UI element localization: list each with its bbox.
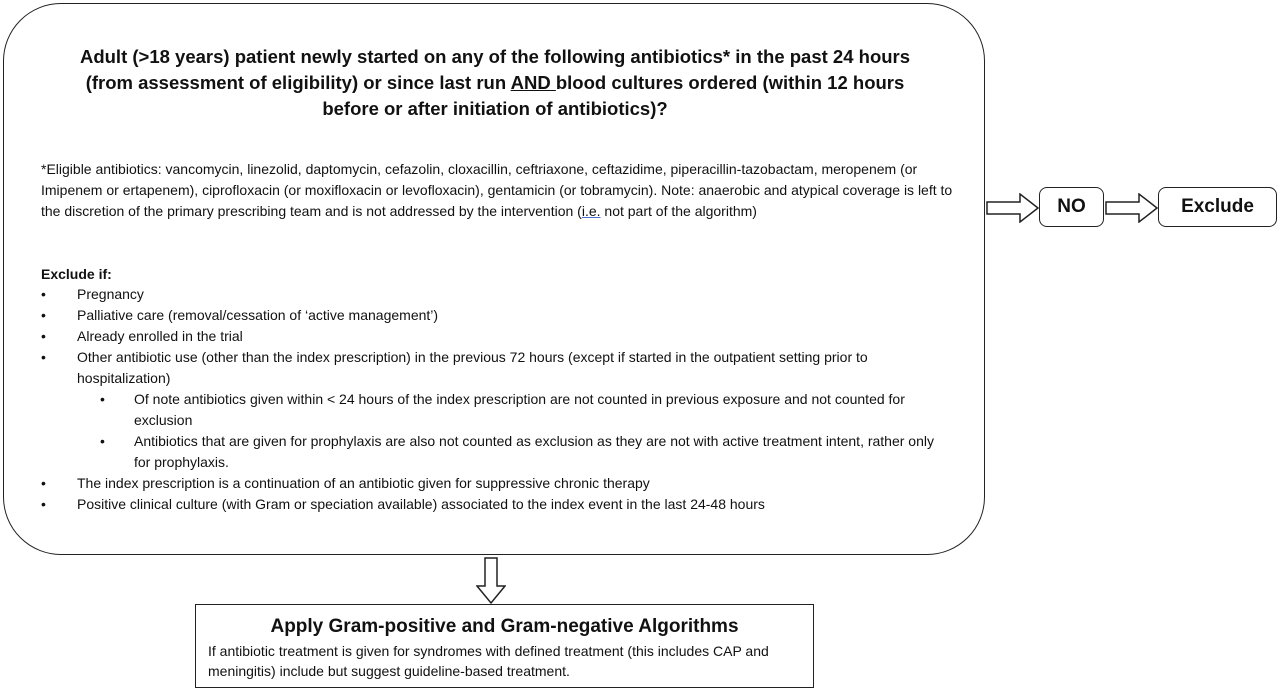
arrow-to-apply <box>476 557 506 605</box>
exclusion-text: Pregnancy <box>77 286 144 302</box>
arrow-to-no <box>986 193 1040 223</box>
bullet: • <box>41 475 46 491</box>
exclusion-text: The index prescription is a continuation of an antibiotic given for suppressive chronic therapy <box>77 475 650 491</box>
list-item <box>0 284 985 305</box>
apply-title: Apply Gram-positive and Gram-negative Algorithms <box>270 616 739 637</box>
question-line-1: Adult (>18 years) patient newly started on any of the following antibiotics* in the past 24 hours <box>79 46 911 67</box>
apply-note: If antibiotic treatment is given for syndromes with defined treatment (this includes CAP and meningitis) include but suggest guideline-based treatment. <box>208 643 769 679</box>
bullet: • <box>41 328 46 344</box>
list-item <box>0 473 985 494</box>
sub-exclusion-text: Antibiotics that are given for prophylaxis are also not counted as exclusion as they are not with active treatment intent, rather only for prophylaxis. <box>134 433 934 470</box>
question-line-3: before or after initiation of antibiotics)? <box>322 98 668 119</box>
eligibility-question <box>40 44 950 122</box>
eligible-text-pre: *Eligible antibiotics: vancomycin, linezolid, daptomycin, cefazolin, cloxacillin, ceftriaxone, ceftazidime, piperacillin-tazobactam, meropenem (or Imipenem or ertapenem), ciprofloxacin (or moxifloxacin or levofloxacin), gentamicin (or tobramycin). Note: anaerobic and atypical coverage is left to the discretion of the primary prescribing team and is not addressed by the intervention ( <box>41 161 953 219</box>
exclusion-text: Positive clinical culture (with Gram or speciation available) associated to the index event in the last 24-48 hours <box>77 496 765 512</box>
list-item <box>0 347 985 389</box>
question-line-2-post: blood cultures ordered (within 12 hours <box>555 72 905 93</box>
question-line-2-pre: (from assessment of eligibility) or since last run <box>85 72 511 93</box>
eligible-antibiotics-note <box>41 159 961 222</box>
list-item <box>0 494 985 515</box>
exclusion-text: Palliative care (removal/cessation of ‘active management’) <box>77 307 439 323</box>
bullet: • <box>41 496 46 512</box>
exclude-box: Exclude <box>1158 187 1277 227</box>
eligible-text-post: not part of the algorithm) <box>600 203 757 219</box>
bullet: • <box>41 307 46 323</box>
exclusion-list <box>0 284 985 515</box>
list-item <box>0 305 985 326</box>
sub-exclusion-text: Of note antibiotics given within < 24 hours of the index prescription are not counted in previous exposure and not counted for exclusion <box>134 391 905 428</box>
sub-list-item <box>0 431 985 473</box>
exclusion-text: Other antibiotic use (other than the index prescription) in the previous 72 hours (except if started in the outpatient setting prior to hospitalization) <box>77 349 868 386</box>
bullet: • <box>100 391 105 407</box>
apply-algorithms-box <box>195 604 814 688</box>
list-item <box>0 326 985 347</box>
arrow-to-exclude <box>1105 193 1159 223</box>
eligible-ie: i.e. <box>581 203 601 219</box>
bullet: • <box>100 433 105 449</box>
exclusion-text: Already enrolled in the trial <box>77 328 243 344</box>
sub-list-item <box>0 389 985 431</box>
exclude-if-heading: Exclude if: <box>41 266 112 282</box>
question-and: AND <box>510 72 556 93</box>
bullet: • <box>41 286 46 302</box>
bullet: • <box>41 349 46 365</box>
no-box: NO <box>1039 187 1104 227</box>
